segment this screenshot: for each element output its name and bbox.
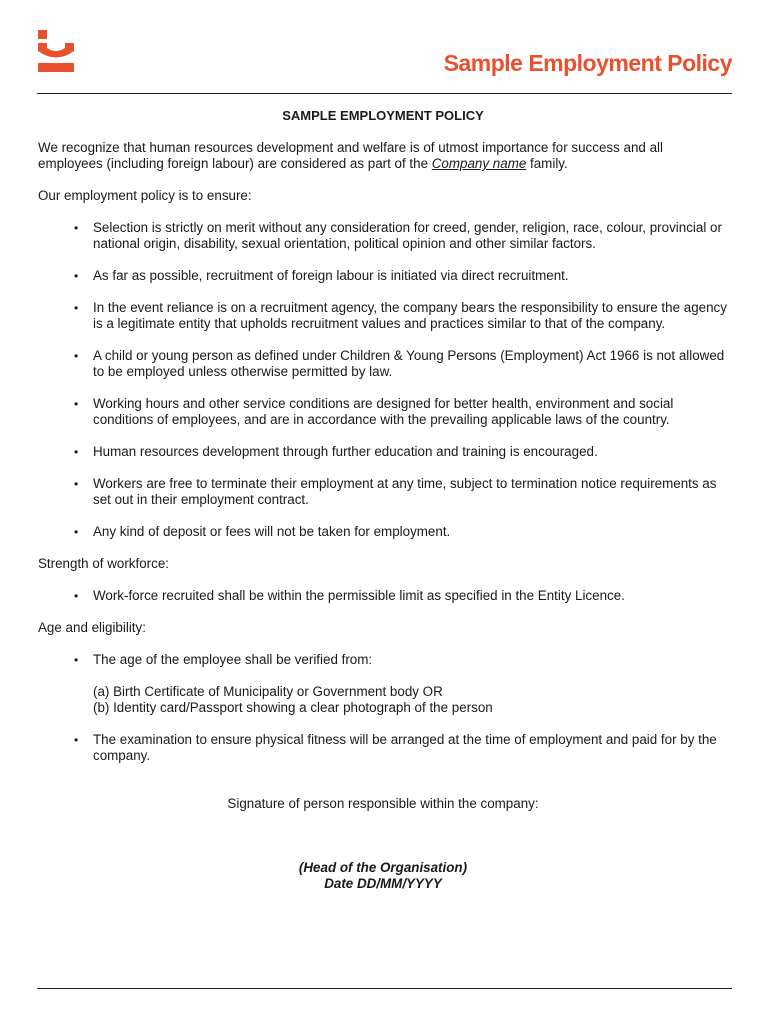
age-list: [38, 652, 728, 764]
list-item-text: Human resources development through further education and training is encouraged.: [93, 444, 598, 459]
list-item-text: Workers are free to terminate their employment at any time, subject to termination notice requirements as set out in their employment contract.: [93, 476, 717, 507]
verification-options: [93, 684, 728, 716]
list-item-text: Any kind of deposit or fees will not be taken for employment.: [93, 524, 451, 539]
bullet-icon: •: [74, 733, 79, 747]
list-item: [38, 524, 728, 540]
footer-divider: [37, 988, 732, 989]
intro-text-start: We recognize that human resources development and welfare is of utmost importance for success and all employees (including foreign labour) are considered as part of the: [38, 140, 663, 171]
list-item-text: Working hours and other service conditions are designed for better health, environment and social conditions of employees, and are in accordance with the prevailing applicable laws of the country.: [93, 396, 674, 427]
intro-paragraph: [38, 140, 728, 172]
list-item: [38, 444, 728, 460]
age-heading: Age and eligibility:: [38, 620, 146, 635]
bullet-icon: •: [74, 301, 79, 315]
bullet-icon: •: [74, 221, 79, 235]
signer-title: (Head of the Organisation): [298, 860, 468, 875]
signature-label: Signature of person responsible within the company:: [227, 796, 539, 811]
company-name-placeholder: Company name: [431, 156, 527, 171]
list-item: [38, 220, 728, 252]
list-item: [38, 588, 728, 604]
bullet-icon: •: [74, 477, 79, 491]
list-item: [38, 268, 728, 284]
bullet-icon: •: [74, 589, 79, 603]
list-item: [38, 476, 728, 508]
list-item-text: Selection is strictly on merit without any consideration for creed, gender, religion, race, colour, provincial or national origin, disability, sexual orientation, political opinion and other similar factors.: [93, 220, 722, 251]
option-identity-card: (b) Identity card/Passport showing a clear photograph of the person: [93, 700, 493, 715]
intro-text-end: family.: [526, 156, 568, 171]
workforce-heading: Strength of workforce:: [38, 556, 169, 571]
bullet-icon: •: [74, 397, 79, 411]
header-divider: [37, 93, 732, 94]
policy-intro: Our employment policy is to ensure:: [38, 188, 252, 203]
bullet-icon: •: [74, 445, 79, 459]
list-item: [38, 732, 728, 764]
list-item-text: The examination to ensure physical fitness will be arranged at the time of employment and paid for by the company.: [93, 732, 717, 763]
policy-list: [38, 220, 728, 540]
list-item-text: The age of the employee shall be verified from:: [93, 652, 373, 667]
brand-title: Sample Employment Policy: [443, 50, 732, 76]
list-item: [38, 396, 728, 428]
bullet-icon: •: [74, 653, 79, 667]
option-birth-certificate: (a) Birth Certificate of Municipality or Government body OR: [93, 684, 443, 699]
bullet-icon: •: [74, 269, 79, 283]
document-title: SAMPLE EMPLOYMENT POLICY: [282, 108, 484, 123]
list-item-text: As far as possible, recruitment of foreign labour is initiated via direct recruitment.: [93, 268, 569, 283]
list-item: [38, 300, 728, 332]
list-item-text: In the event reliance is on a recruitment agency, the company bears the responsibility to ensure the agency is a legitimate entity that upholds recruitment values and practices similar to that of the company.: [93, 300, 727, 331]
signer-block: [38, 860, 728, 892]
list-item-text: Work-force recruited shall be within the permissible limit as specified in the Entity Licence.: [93, 588, 625, 603]
list-item: [38, 348, 728, 380]
bullet-icon: •: [74, 349, 79, 363]
workforce-list: [38, 588, 728, 604]
document-body: [38, 108, 728, 892]
orange-brand-logo-icon: [38, 30, 74, 72]
list-item: [38, 652, 728, 716]
signer-date: Date DD/MM/YYYY: [324, 876, 442, 891]
bullet-icon: •: [74, 525, 79, 539]
list-item-text: A child or young person as defined under Children & Young Persons (Employment) Act 1966 is not allowed to be employed unless otherwise permitted by law.: [93, 348, 725, 379]
